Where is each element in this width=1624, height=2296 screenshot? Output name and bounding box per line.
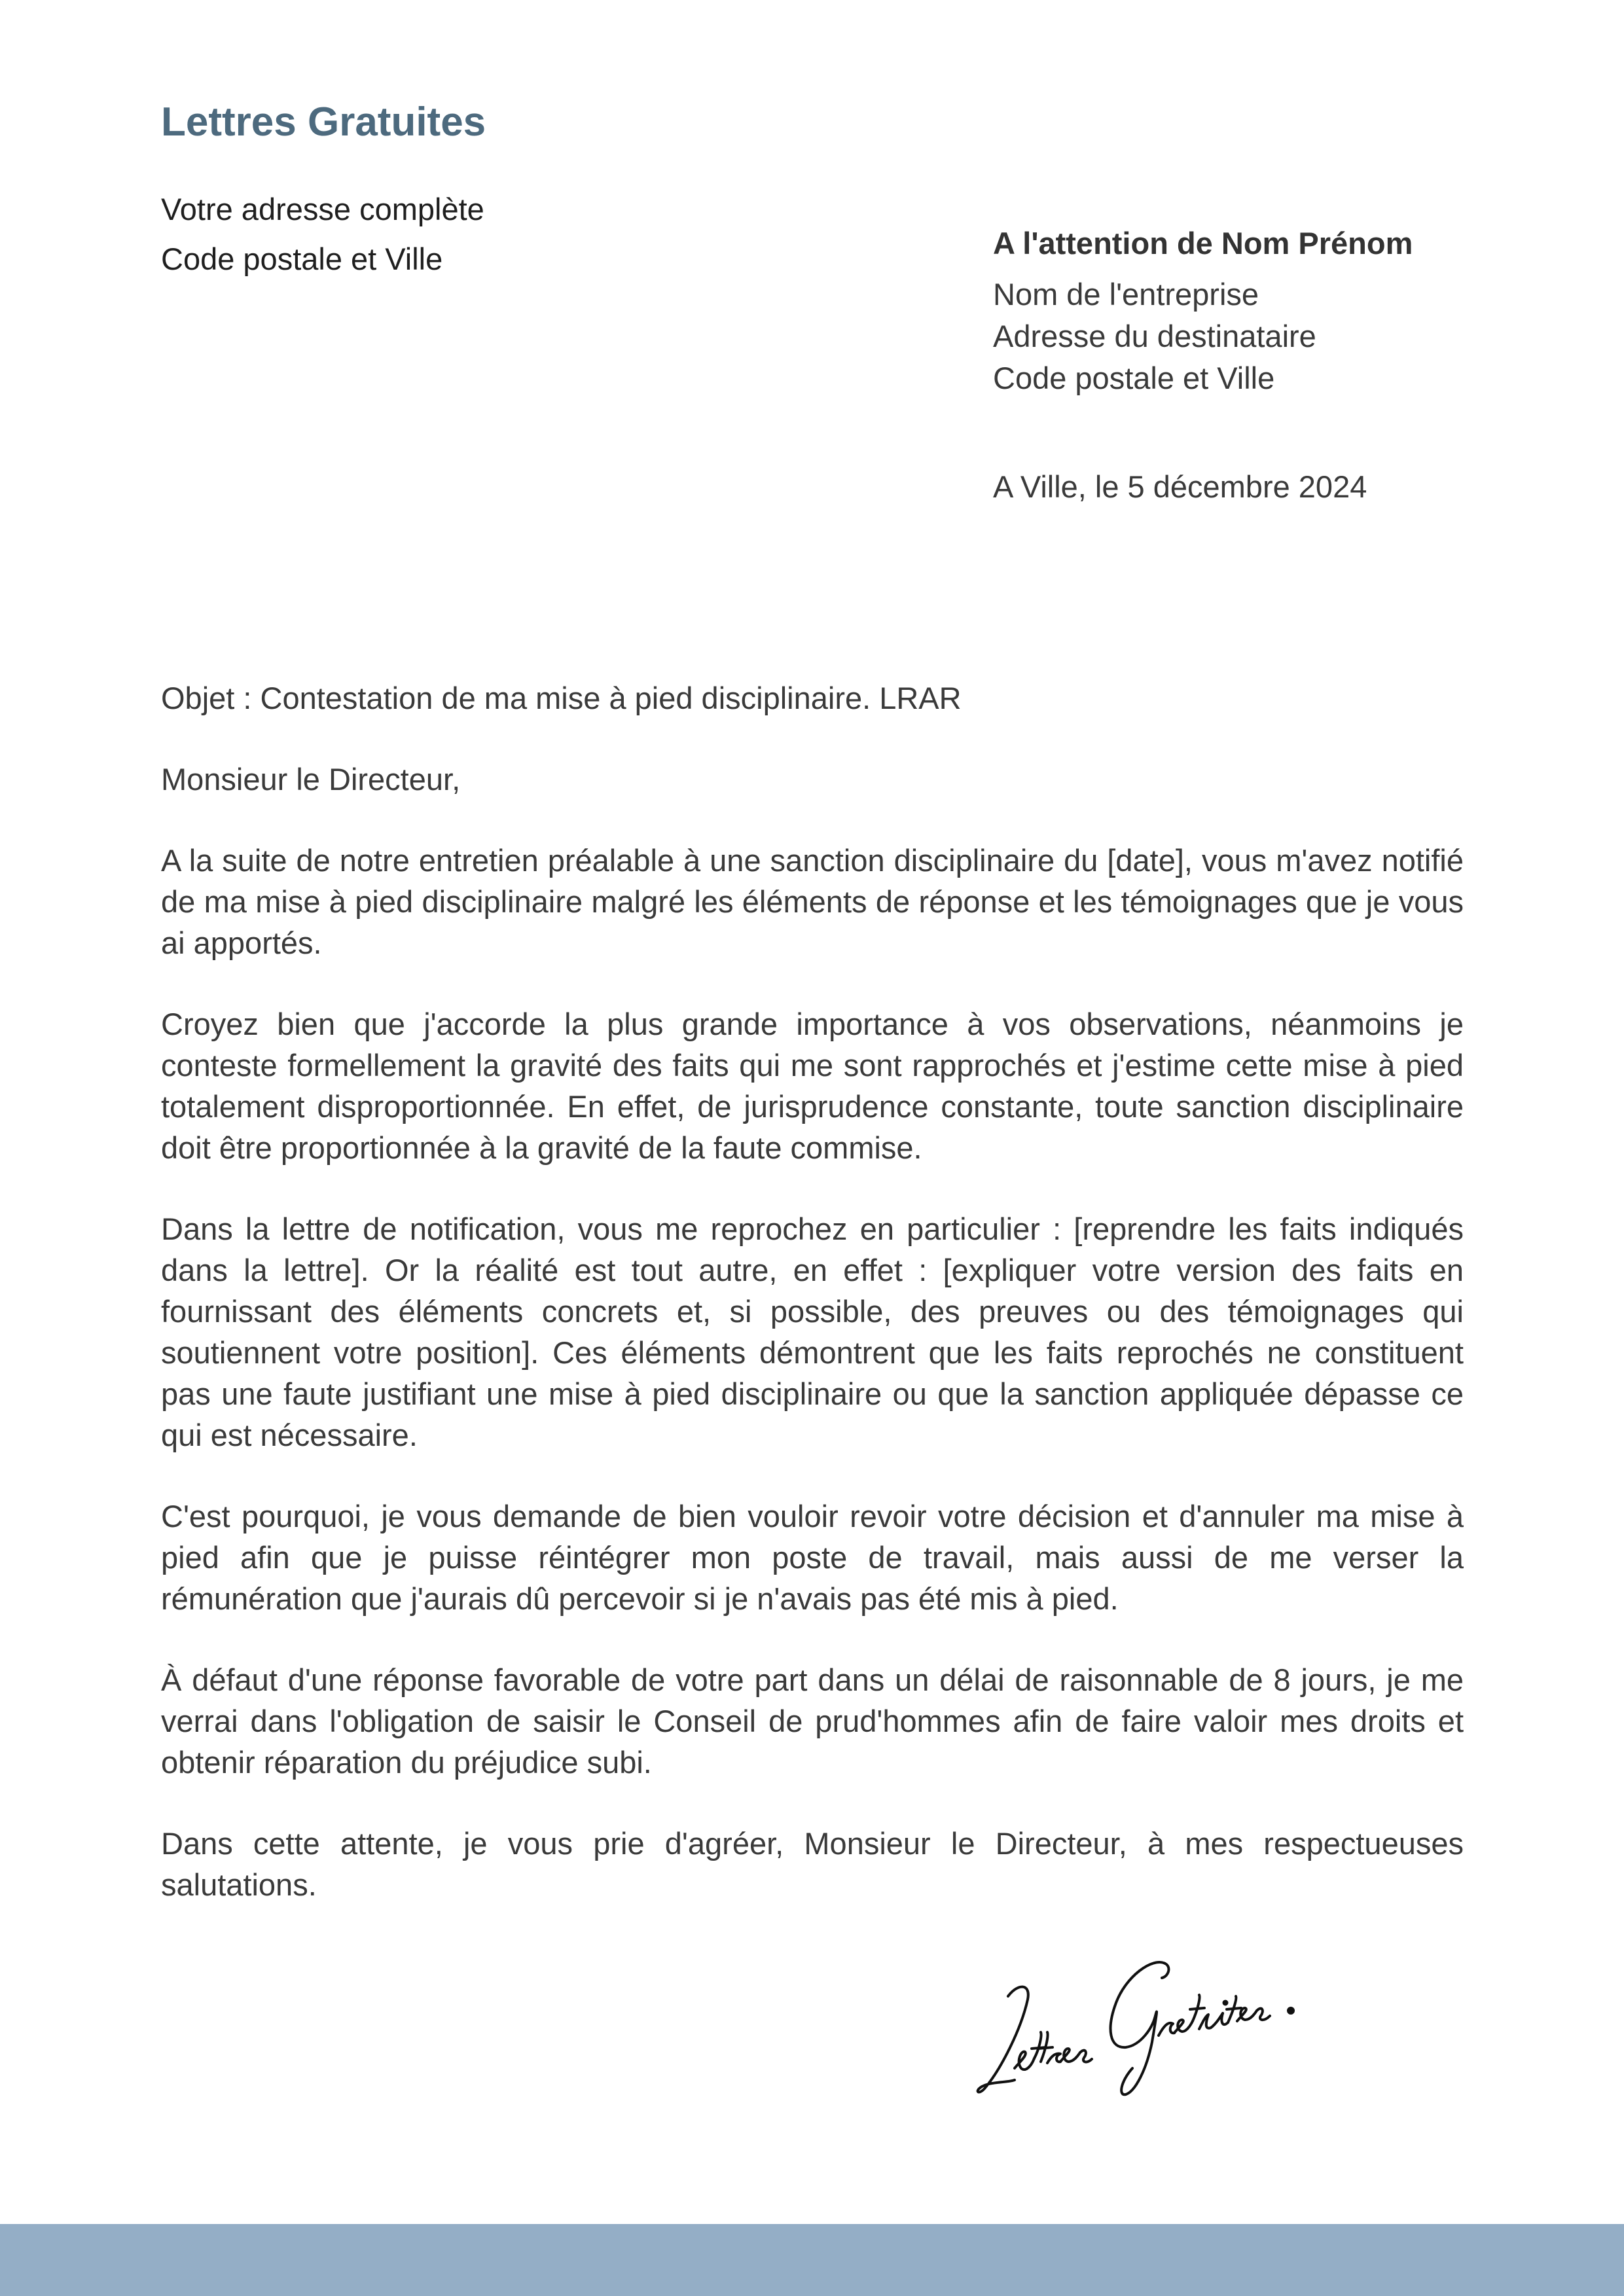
handwritten-signature [969,1937,1348,2108]
recipient-block [993,219,1413,399]
footer-bar [0,2224,1624,2296]
sender-city-line: Code postale et Ville [161,242,443,276]
sender-address [161,185,484,284]
body-paragraph: Croyez bien que j'accorde la plus grande importance à vos observations, néanmoins je conteste formellement la gravité des faits qui me sont rapprochés et j'estime cette mise à pied totalement disproportionnée. En effet, de jurisprudence constante, toute sanction disciplinaire doit être proportionnée à la gravité de la faute commise. [161,1007,1464,1165]
body-paragraph: C'est pourquoi, je vous demande de bien vouloir revoir votre décision et d'annuler ma mise à pied afin que je puisse réintégrer mon poste de travail, mais aussi de me verser la rémunération que j'aurais dû percevoir si je n'avais pas été mis à pied. [161,1499,1464,1616]
sender-address-line: Votre adresse complète [161,192,484,226]
body-paragraph: À défaut d'une réponse favorable de votre part dans un délai de raisonnable de 8 jours, je me verrai dans l'obligation de saisir le Conseil de prud'hommes afin de faire valoir mes droits et obtenir réparation du préjudice subi. [161,1662,1464,1780]
recipient-company: Nom de l'entreprise [993,277,1259,312]
letter-subject: Objet : Contestation de ma mise à pied disciplinaire. LRAR [161,681,962,715]
letter-date: A Ville, le 5 décembre 2024 [993,469,1367,504]
closing-paragraph: Dans cette attente, je vous prie d'agréer, Monsieur le Directeur, à mes respectueuses salutations. [161,1826,1464,1902]
body-paragraph: A la suite de notre entretien préalable à une sanction disciplinaire du [date], vous m'avez notifié de ma mise à pied disciplinaire malgré les éléments de réponse et les témoignages que je vous ai apportés. [161,843,1464,960]
brand-title: Lettres Gratuites [161,99,486,145]
body-paragraph: Dans la lettre de notification, vous me reprochez en particulier : [reprendre les faits indiqués dans la lettre]. Or la réalité est tout autre, en effet : [expliquer votre version des faits en fournissant des éléments concrets et, si possible, des preuves ou des témoignages qui soutiennent votre position]. Ces éléments démontrent que les faits reprochés ne constituent pas une faute justifiant une mise à pied disciplinaire ou que la sanction appliquée dépasse ce qui est nécessaire. [161,1211,1464,1452]
recipient-city: Code postale et Ville [993,361,1275,395]
letter-salutation: Monsieur le Directeur, [161,762,461,797]
recipient-attention: A l'attention de Nom Prénom [993,226,1413,260]
recipient-address: Adresse du destinataire [993,319,1316,353]
letter-body [161,677,1464,1945]
